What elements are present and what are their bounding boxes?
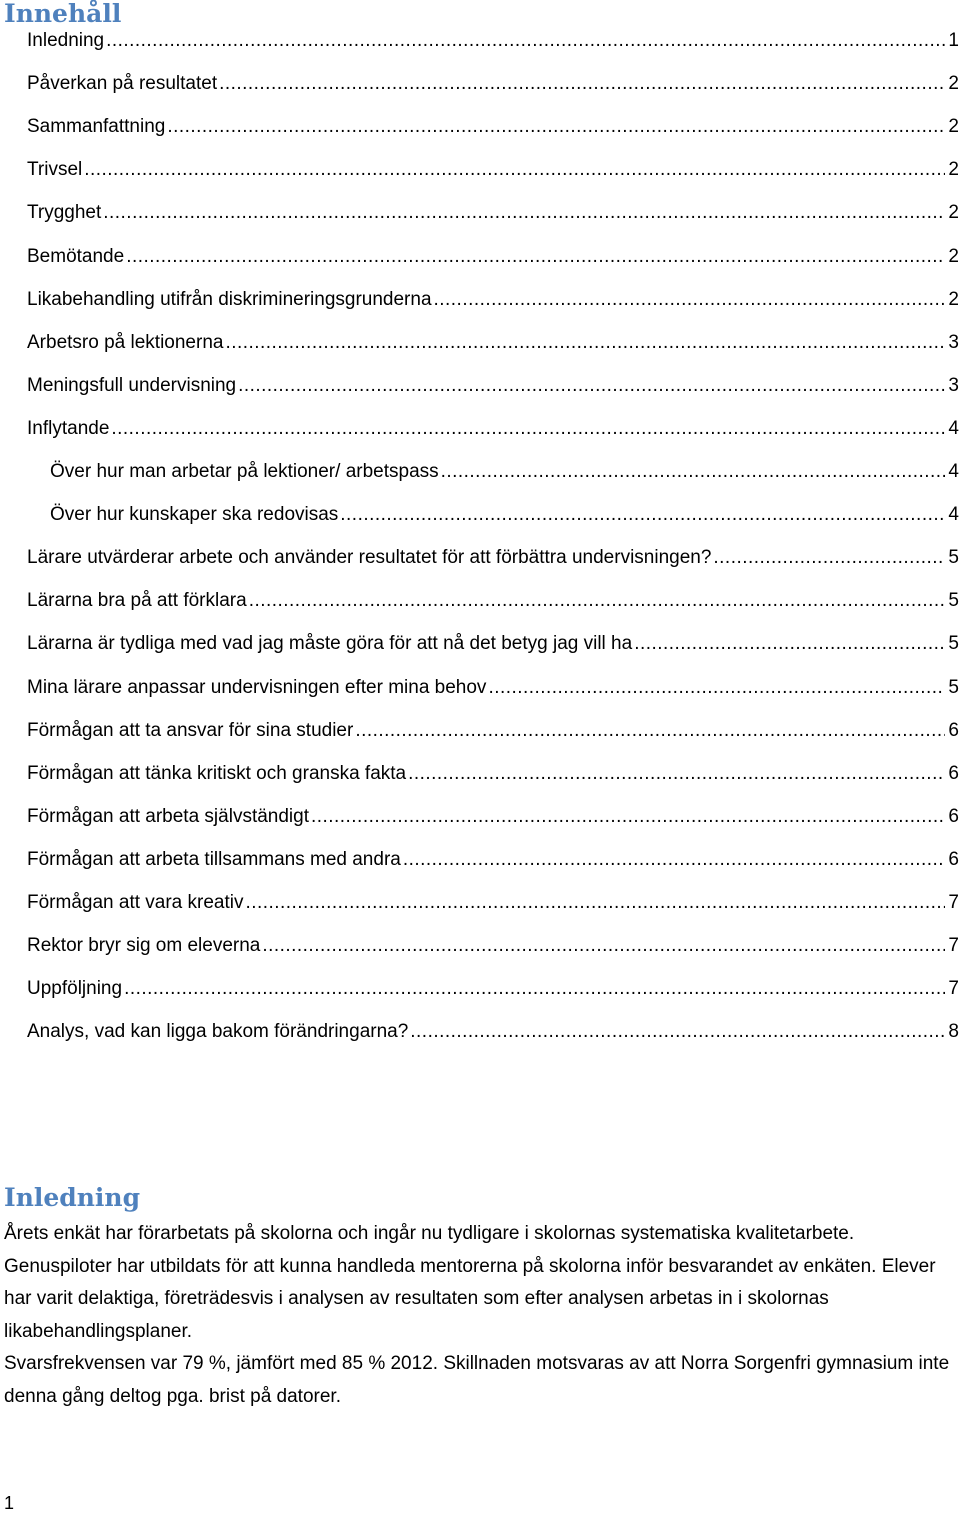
toc-dot-leader	[634, 632, 945, 656]
toc-entry[interactable]	[27, 891, 959, 915]
toc-dot-leader	[126, 245, 945, 269]
toc-heading: Innehåll	[4, 0, 122, 28]
toc-entry[interactable]	[27, 848, 959, 872]
toc-entry[interactable]	[50, 503, 959, 527]
toc-entry-page[interactable]: 5	[948, 676, 959, 698]
toc-entry-page[interactable]: 5	[948, 590, 959, 612]
toc-entry[interactable]	[27, 762, 959, 786]
toc-entry-page[interactable]: 3	[948, 331, 959, 353]
toc-entry-title[interactable]: Inflytande	[27, 417, 110, 439]
toc-entry-title[interactable]: Lärare utvärderar arbete och använder resultatet för att förbättra undervisningen?	[27, 547, 712, 569]
toc-dot-leader	[340, 503, 945, 527]
toc-entry-page[interactable]: 5	[948, 633, 959, 655]
intro-paragraph: Årets enkät har förarbetats på skolorna och ingår nu tydligare i skolornas systematiska kvalitetarbete. Genuspiloter har utbildats för att kunna handleda mentorerna på skolorna inför besvarandet av enkäten. Elever har varit delaktiga, företrädesvis i analysen av resultaten som efter analysen arbetas in i skolornas likabehandlingsplaner.	[4, 1223, 936, 1342]
section-heading-inledning: Inledning	[4, 1183, 141, 1212]
toc-dot-leader	[219, 72, 945, 96]
toc-dot-leader	[106, 29, 945, 53]
toc-entry-title[interactable]: Arbetsro på lektionerna	[27, 331, 224, 353]
toc-entry-title[interactable]: Inledning	[27, 30, 105, 51]
toc-entry-page[interactable]: 2	[948, 73, 959, 95]
toc-entry-title[interactable]: Uppföljning	[27, 978, 123, 1000]
toc-dot-leader	[408, 762, 945, 786]
toc-entry[interactable]	[27, 158, 959, 182]
toc-dot-leader	[262, 934, 945, 958]
toc-dot-leader	[84, 158, 945, 182]
toc-entry-title[interactable]: Över hur man arbetar på lektioner/ arbetspass	[50, 461, 439, 482]
toc-entry-title[interactable]: Lärarna bra på att förklara	[27, 590, 247, 612]
toc-entry-page[interactable]: 6	[948, 762, 959, 784]
toc-entry-page[interactable]: 7	[948, 935, 959, 957]
toc-entry-title[interactable]: Meningsfull undervisning	[27, 374, 237, 396]
toc-dot-leader	[245, 891, 945, 915]
toc-entry[interactable]	[27, 589, 959, 613]
toc-dot-leader	[124, 977, 945, 1001]
toc-entry-page[interactable]: 2	[948, 159, 959, 181]
toc-entry-title[interactable]: Förmågan att vara kreativ	[27, 892, 244, 913]
toc-entry-title[interactable]: Analys, vad kan ligga bakom förändringarna?	[27, 1021, 409, 1043]
toc-entry-title[interactable]: Påverkan på resultatet	[27, 73, 218, 95]
toc-dot-leader	[167, 115, 945, 139]
toc-entry[interactable]	[27, 719, 959, 743]
toc-entry[interactable]	[27, 1020, 959, 1044]
toc-entry-page[interactable]: 2	[948, 116, 959, 138]
toc-entry-title[interactable]: Trygghet	[27, 202, 102, 224]
toc-entry-page[interactable]: 4	[948, 504, 959, 526]
toc-entry-page[interactable]: 7	[948, 978, 959, 1000]
toc-entry[interactable]	[27, 934, 959, 958]
toc-dot-leader	[111, 417, 945, 441]
toc-entry-title[interactable]: Trivsel	[27, 159, 83, 181]
toc-dot-leader	[249, 589, 945, 613]
toc-entry-page[interactable]: 6	[948, 805, 959, 827]
toc-entry[interactable]	[27, 115, 959, 139]
toc-entry-page[interactable]: 7	[948, 892, 959, 913]
page-number: 1	[4, 1493, 15, 1513]
toc-dot-leader	[410, 1020, 945, 1044]
toc-entry-page[interactable]: 4	[948, 417, 959, 439]
toc-dot-leader	[355, 719, 945, 743]
toc-entry-page[interactable]: 2	[948, 202, 959, 224]
toc-entry-title[interactable]: Förmågan att tänka kritiskt och granska fakta	[27, 762, 407, 784]
toc-entry[interactable]	[27, 72, 959, 96]
toc-entry-page[interactable]: 6	[948, 719, 959, 741]
toc-dot-leader	[238, 374, 945, 398]
toc-entry-page[interactable]: 2	[948, 245, 959, 267]
toc-entry-page[interactable]: 4	[948, 461, 959, 482]
toc-entry-title[interactable]: Lärarna är tydliga med vad jag måste göra för att nå det betyg jag vill ha	[27, 633, 633, 655]
toc-entry-title[interactable]: Rektor bryr sig om eleverna	[27, 935, 261, 957]
toc-entry-title[interactable]: Förmågan att ta ansvar för sina studier	[27, 719, 354, 741]
toc-entry-title[interactable]: Förmågan att arbeta tillsammans med andra	[27, 848, 401, 870]
toc-entry[interactable]	[27, 374, 959, 398]
toc-entry-title[interactable]: Sammanfattning	[27, 116, 166, 138]
toc-entry[interactable]	[27, 201, 959, 225]
toc-entry-title[interactable]: Likabehandling utifrån diskrimineringsgrunderna	[27, 288, 432, 310]
toc-entry[interactable]	[27, 632, 959, 656]
toc-entry[interactable]	[50, 460, 959, 484]
intro-body	[4, 1218, 956, 1414]
toc-dot-leader	[441, 460, 945, 484]
toc-entry-title[interactable]: Mina lärare anpassar undervisningen efter mina behov	[27, 676, 487, 698]
toc-entry-title[interactable]: Över hur kunskaper ska redovisas	[50, 504, 339, 526]
toc-entry-page[interactable]: 5	[948, 547, 959, 569]
toc-entry[interactable]	[27, 676, 959, 700]
toc-entry[interactable]	[27, 805, 959, 829]
toc-entry[interactable]	[27, 546, 959, 570]
toc-entry-page[interactable]: 6	[948, 848, 959, 870]
toc-entry-title[interactable]: Förmågan att arbeta självständigt	[27, 805, 309, 827]
toc-entry[interactable]	[27, 288, 959, 312]
toc-dot-leader	[403, 848, 945, 872]
toc-entry[interactable]	[27, 417, 959, 441]
toc-dot-leader	[225, 331, 945, 355]
toc-entry[interactable]	[27, 331, 959, 355]
toc-dot-leader	[434, 288, 945, 312]
toc-entry[interactable]	[27, 977, 959, 1001]
toc-entry-title[interactable]: Bemötande	[27, 245, 125, 267]
toc-dot-leader	[713, 546, 945, 570]
toc-entry[interactable]	[27, 29, 959, 53]
toc-entry[interactable]	[27, 245, 959, 269]
toc-entry-page[interactable]: 1	[948, 30, 959, 51]
toc-dot-leader	[311, 805, 945, 829]
toc-dot-leader	[488, 676, 945, 700]
toc-dot-leader	[103, 201, 945, 225]
toc-entry-page[interactable]: 2	[948, 288, 959, 310]
toc-entry-page[interactable]: 8	[948, 1021, 959, 1043]
intro-paragraph: Svarsfrekvensen var 79 %, jämfört med 85 % 2012. Skillnaden motsvaras av att Norra Sorgenfri gymnasium inte denna gång deltog pga. brist på datorer.	[4, 1353, 950, 1407]
toc-entry-page[interactable]: 3	[948, 374, 959, 396]
